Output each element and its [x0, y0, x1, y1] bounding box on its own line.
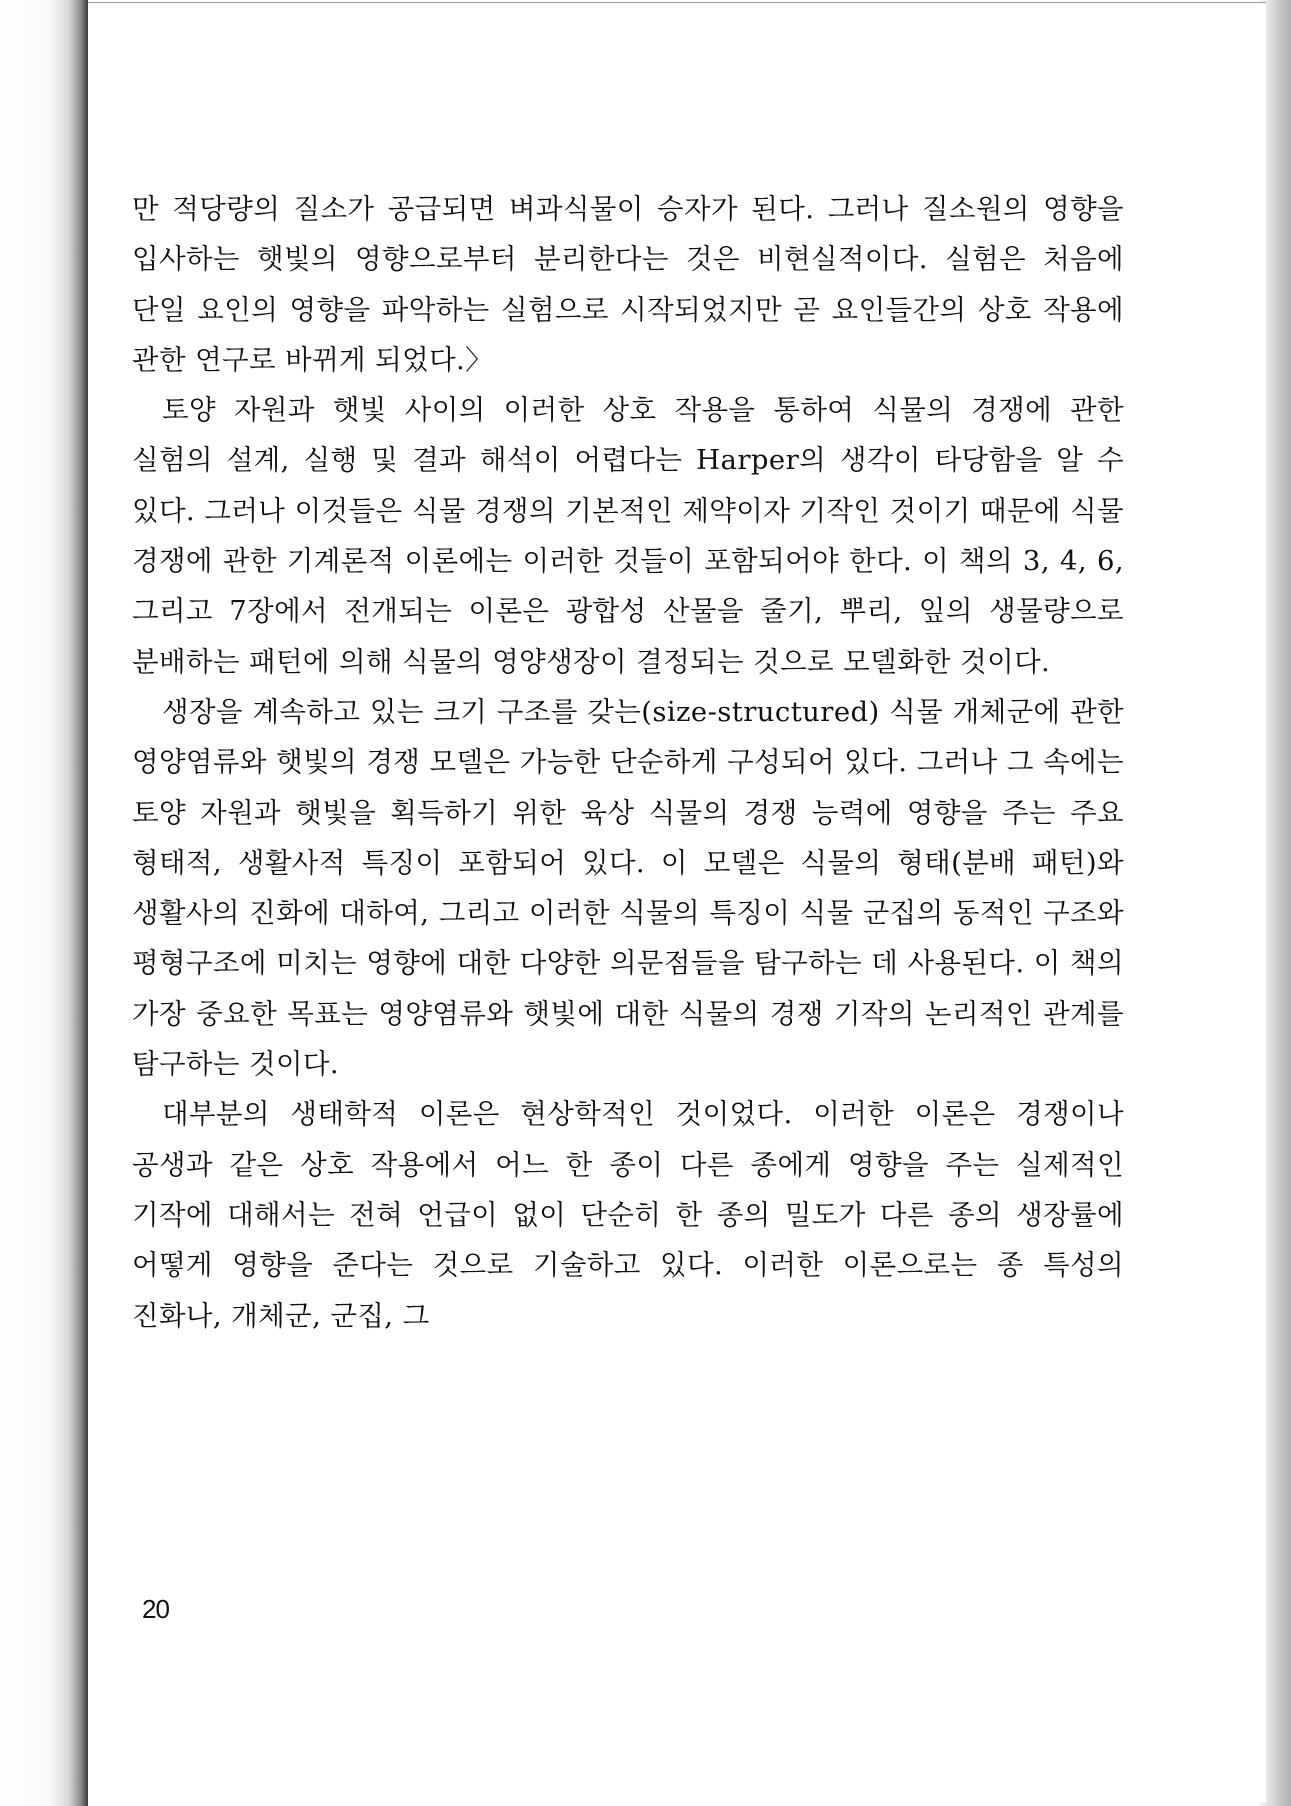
page-number: 20 — [142, 1594, 169, 1624]
paragraph-1: 만 적당량의 질소가 공급되면 벼과식물이 승자가 된다. 그러나 질소원의 영향을 입사하는 햇빛의 영향으로부터 분리한다는 것은 비현실적이다. 실험은 처음에 단일 요인의 영향을 파악하는 실험으로 시작되었지만 곧 요인들간의 상호 작용에 관한 연구로 바뀌게 되었다.〉 — [132, 193, 1124, 376]
book-binding-shadow — [0, 0, 88, 1806]
paragraph-3: 생장을 계속하고 있는 크기 구조를 갖는(size-structured) 식물 개체군에 관한 영양염류와 햇빛의 경쟁 모델은 가능한 단순하게 구성되어 있다. 그러나 그 속에는 토양 자원과 햇빛을 획득하기 위한 육상 식물의 경쟁 능력에 영향을 주는 주요 형태적, 생활사적 특징이 포함되어 있다. 이 모델은 식물의 형태(분배 패턴)와 생활사의 진화에 대하여, 그리고 이러한 식물의 특징이 식물 군집의 동적인 구조와 평형구조에 미치는 영향에 대한 다양한 의문점들을 탐구하는 데 사용된다. 이 책의 가장 중요한 목표는 영양염류와 햇빛에 대한 식물의 경쟁 기작의 논리적인 관계를 탐구하는 것이다. — [132, 695, 1124, 1081]
body-text — [132, 184, 1124, 1341]
paragraph-4: 대부분의 생태학적 이론은 현상학적인 것이었다. 이러한 이론은 경쟁이나 공생과 같은 상호 작용에서 어느 한 종이 다른 종에게 영향을 주는 실제적인 기작에 대해서는 전혀 언급이 없이 단순히 한 종의 밀도가 다른 종의 생장률에 어떻게 영향을 준다는 것으로 기술하고 있다. 이러한 이론으로는 종 특성의 진화나, 개체군, 군집, 그 — [132, 1098, 1124, 1332]
paragraph-2: 토양 자원과 햇빛 사이의 이러한 상호 작용을 통하여 식물의 경쟁에 관한 실험의 설계, 실행 및 결과 해석이 어렵다는 Harper의 생각이 타당함을 알 수 있다. 그러나 이것들은 식물 경쟁의 기본적인 제약이자 기작인 것이기 때문에 식물 경쟁에 관한 기계론적 이론에는 이러한 것들이 포함되어야 한다. 이 책의 3, 4, 6, 그리고 7장에서 전개되는 이론은 광합성 산물을 줄기, 뿌리, 잎의 생물량으로 분배하는 패턴에 의해 식물의 영양생장이 결정되는 것으로 모델화한 것이다. — [132, 394, 1124, 678]
